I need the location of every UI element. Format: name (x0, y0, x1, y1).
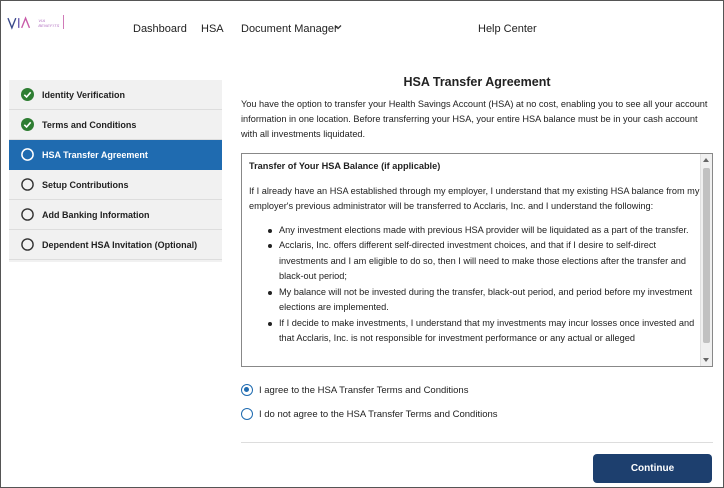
step-identity-verification[interactable] (9, 80, 222, 110)
nav-hsa[interactable]: HSA (201, 23, 224, 35)
disagree-label: I do not agree to the HSA Transfer Terms and Conditions (259, 408, 498, 420)
continue-button[interactable]: Continue (593, 454, 712, 483)
step-terms-and-conditions[interactable] (9, 110, 222, 140)
step-label: Add Banking Information (42, 209, 150, 220)
agreement-bullet-list (267, 223, 701, 347)
step-hsa-transfer-agreement[interactable] (9, 140, 222, 170)
page-title: HSA Transfer Agreement (403, 75, 551, 89)
step-label: Terms and Conditions (42, 119, 137, 130)
empty-circle-icon (21, 148, 34, 161)
empty-circle-icon (21, 178, 34, 191)
step-dependent-hsa-invitation[interactable] (9, 230, 222, 260)
divider (241, 442, 713, 443)
agreement-scrollbar[interactable] (700, 154, 712, 366)
check-circle-icon (21, 88, 34, 101)
agree-option[interactable] (241, 384, 468, 396)
nav-dashboard[interactable]: Dashboard (133, 23, 187, 35)
step-label: HSA Transfer Agreement (42, 149, 148, 160)
disagree-option[interactable] (241, 408, 498, 420)
nav-help-center[interactable]: Help Center (478, 23, 537, 35)
agreement-heading: Transfer of Your HSA Balance (if applicable) (249, 161, 441, 171)
scroll-up-arrow-icon[interactable] (703, 158, 709, 162)
enrollment-steps-sidebar (9, 80, 222, 262)
chevron-down-icon[interactable] (333, 22, 343, 32)
scroll-thumb[interactable] (703, 168, 710, 343)
list-item: Any investment elections made with previous HSA provider will be liquidated as a part of the transfer. (267, 223, 701, 239)
step-setup-contributions[interactable] (9, 170, 222, 200)
agree-radio[interactable] (241, 384, 253, 396)
logo-mark-icon (7, 16, 36, 30)
empty-circle-icon (21, 238, 34, 251)
step-add-banking-information[interactable] (9, 200, 222, 230)
via-benefits-logo[interactable] (7, 15, 67, 31)
intro-text: You have the option to transfer your Health Savings Account (HSA) at no cost, enabling you to see all your account information in one location. Before transferring your HSA, your entire HSA balance must be in your cash account with all investments liquidated. (241, 99, 708, 139)
check-circle-icon (21, 118, 34, 131)
agreement-content (249, 159, 701, 347)
agree-label: I agree to the HSA Transfer Terms and Conditions (259, 384, 469, 396)
list-item: If I decide to make investments, I understand that my investments may incur losses once invested and that Acclaris, Inc. is not responsible for investment performance or any actual or alleged (267, 316, 701, 347)
list-item: Acclaris, Inc. offers different self-directed investment choices, and that if I desire to self-direct investments and I am eligible to do so, then I will need to make those elections after the transfer and black-out period; (267, 238, 701, 285)
disagree-radio[interactable] (241, 408, 253, 420)
step-label: Identity Verification (42, 89, 126, 100)
step-label: Setup Contributions (42, 179, 129, 190)
agreement-scroll-box[interactable] (241, 153, 713, 367)
list-item: My balance will not be invested during the transfer, black-out period, and period before my investment elections are implemented. (267, 285, 701, 316)
logo-subtext: VIA BENEFITS (38, 18, 60, 28)
top-header (1, 1, 723, 57)
nav-document-manager[interactable]: Document Manager (241, 23, 338, 35)
empty-circle-icon (21, 208, 34, 221)
agreement-paragraph: If I already have an HSA established through my employer, I understand that my existing HSA balance from my employer's previous administrator will be transferred to Acclaris, Inc. and I understand the following: (249, 185, 700, 211)
logo-divider (63, 15, 64, 29)
step-label: Dependent HSA Invitation (Optional) (42, 239, 198, 250)
scroll-down-arrow-icon[interactable] (703, 358, 709, 362)
